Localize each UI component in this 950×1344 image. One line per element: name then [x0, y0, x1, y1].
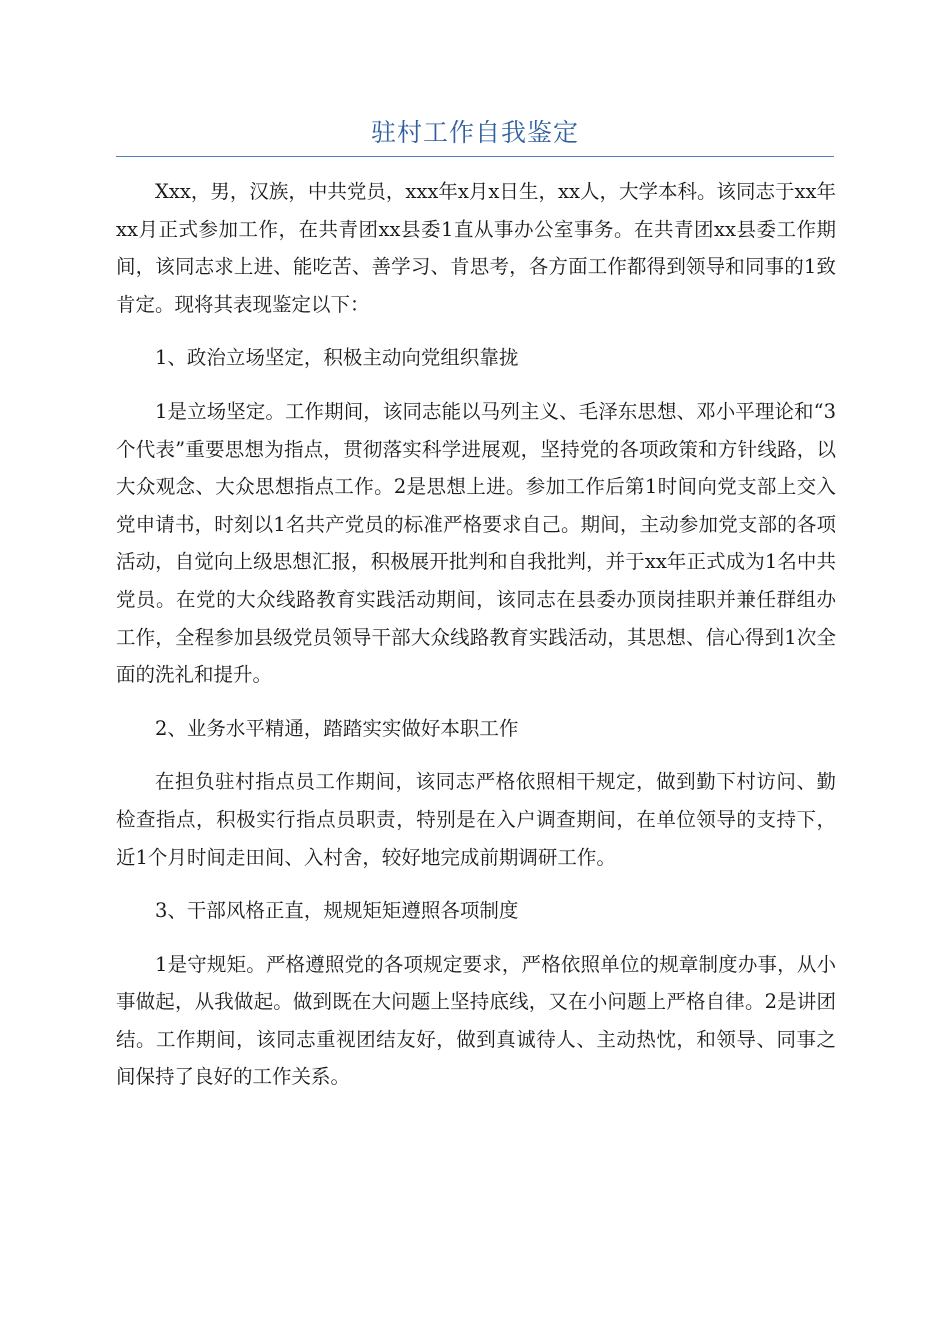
section-heading-1: 1、政治立场坚定，积极主动向党组织靠拢 [155, 346, 519, 370]
section-heading-2: 2、业务水平精通，踏踏实实做好本职工作 [155, 716, 519, 740]
paragraph-intro: Xxx，男，汉族，中共党员，xxx年x月x日生，xx人，大学本科。该同志于xx年xx月正式参加工作，在共青团xx县委1直从事办公室事务。在共青团xx县委工作期间，该同志求上进、能吃苦、善学习、肯思考，各方面工作都得到领导和同事的1致肯定。现将其表现鉴定以下： [116, 180, 836, 316]
page-title: 驻村工作自我鉴定 [370, 118, 579, 147]
section-heading-3: 3、干部风格正直，规规矩矩遵照各项制度 [155, 899, 519, 923]
paragraph-section-2: 在担负驻村指点员工作期间，该同志严格依照相干规定，做到勤下村访问、勤检查指点，积极实行指点员职责，特别是在入户调查期间，在单位领导的支持下，近1个月时间走田间、入村舍，较好地完成前期调研工作。 [116, 770, 836, 869]
title-block [116, 108, 834, 157]
document-body [116, 173, 836, 1112]
paragraph-section-3: 1是守规矩。严格遵照党的各项规定要求，严格依照单位的规章制度办事，从小事做起，从我做起。做到既在大问题上坚持底线，又在小问题上严格自律。2是讲团结。工作期间，该同志重视团结友好，做到真诚待人、主动热忱，和领导、同事之间保持了良好的工作关系。 [116, 952, 836, 1089]
paragraph-section-1: 1是立场坚定。工作期间，该同志能以马列主义、毛泽东思想、邓小平理论和“3个代表”重要思想为指点，贯彻落实科学进展观，坚持党的各项政策和方针线路，以大众观念、大众思想指点工作。2是思想上进。参加工作后第1时间向党支部上交入党申请书，时刻以1名共产党员的标准严格要求自己。期间，主动参加党支部的各项活动，自觉向上级思想汇报，积极展开批判和自我批判，并于xx年正式成为1名中共党员。在党的大众线路教育实践活动期间，该同志在县委办顶岗挂职并兼任群组办工作，全程参加县级党员领导干部大众线路教育实践活动，其思想、信心得到1次全面的洗礼和提升。 [116, 399, 836, 687]
